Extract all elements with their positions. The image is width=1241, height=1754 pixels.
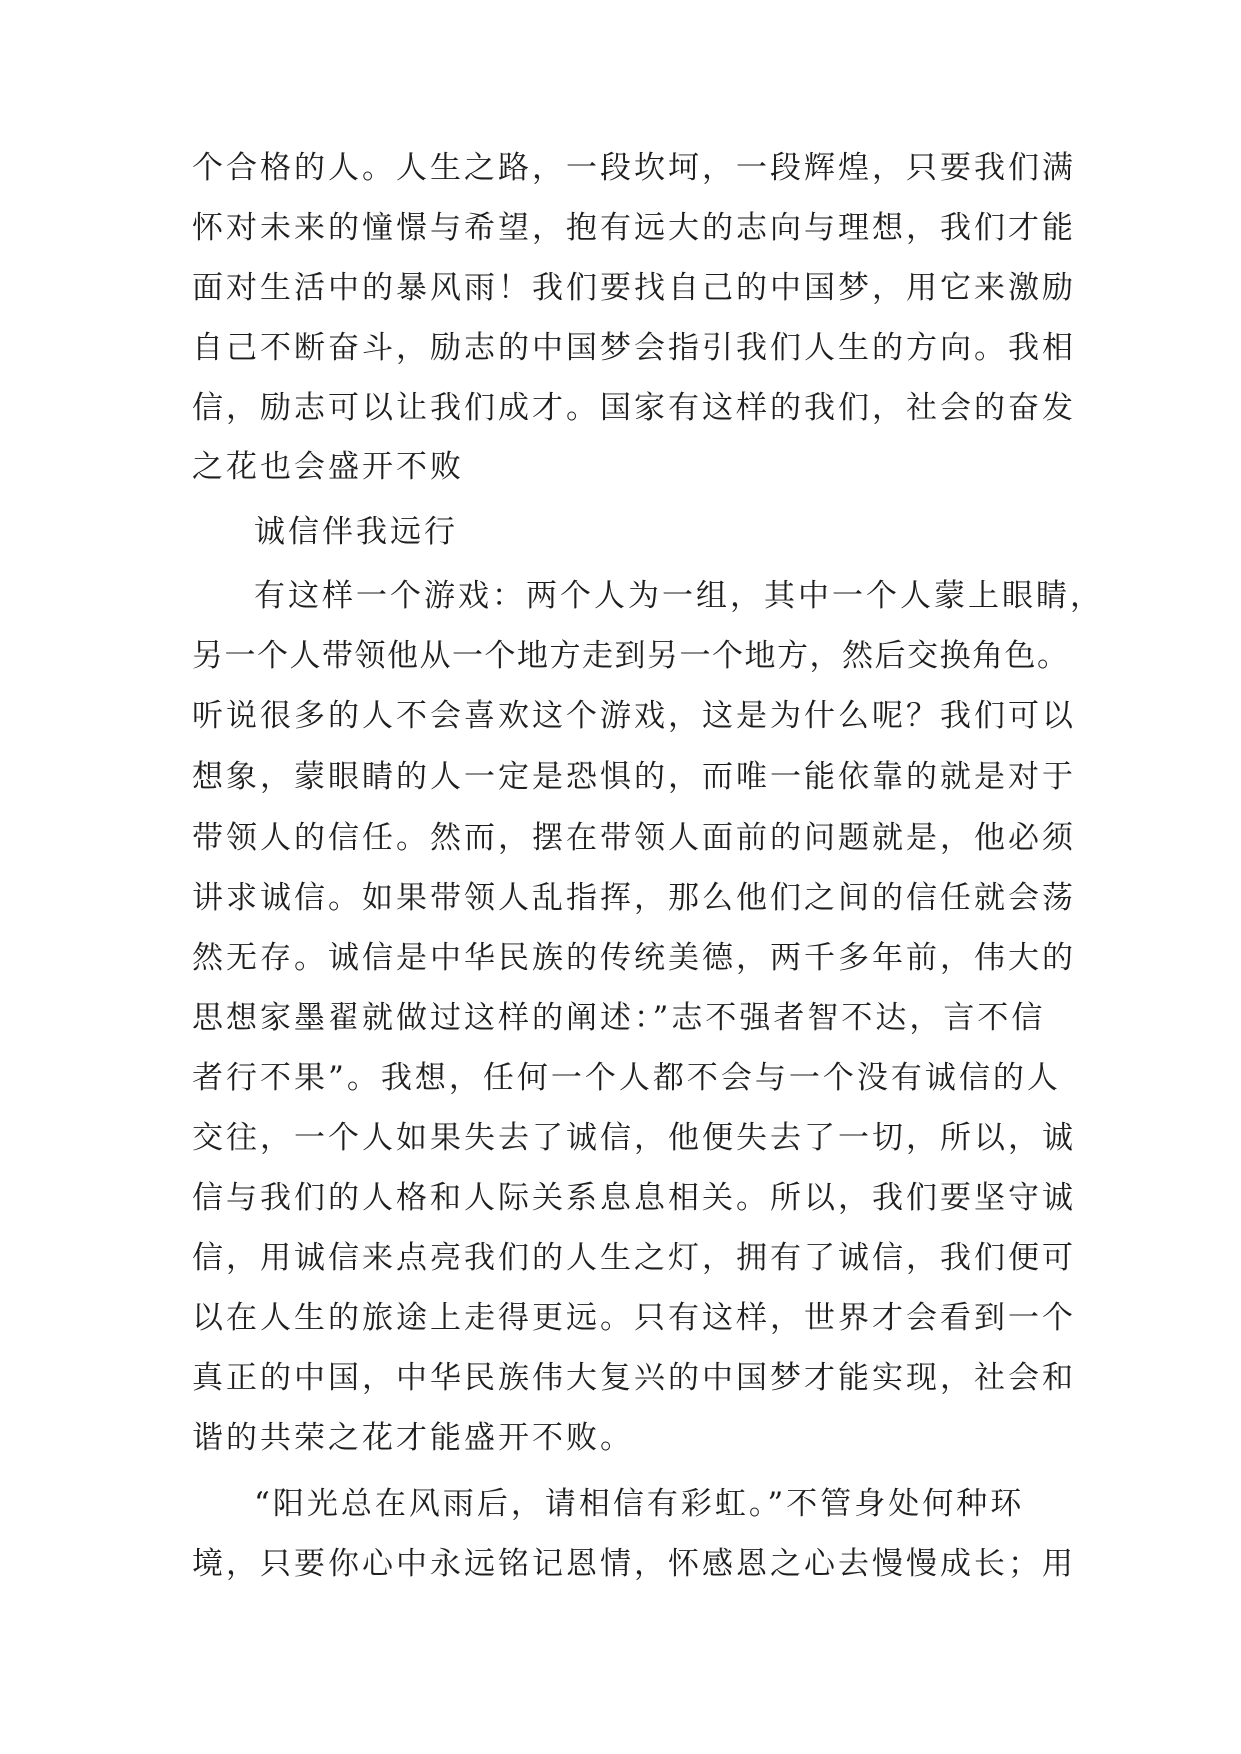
paragraph-line: 有这样一个游戏：两个人为一组，其中一个人蒙上眼睛，	[254, 578, 1104, 614]
paragraph-line: 思想家墨翟就做过这样的阐述：”志不强者智不达，言不信	[192, 1000, 1046, 1036]
document-body	[192, 0, 1104, 1754]
paragraph-line: 之花也会盛开不败	[192, 449, 464, 485]
paragraph-line: 信与我们的人格和人际关系息息相关。所以，我们要坚守诚	[192, 1180, 1076, 1216]
paragraph-line: 谐的共荣之花才能盛开不败。	[192, 1420, 634, 1456]
paragraph-line: 另一个人带领他从一个地方走到另一个地方，然后交换角色。	[192, 638, 1070, 674]
paragraph-line: 带领人的信任。然而，摆在带领人面前的问题就是，他必须	[192, 820, 1076, 856]
paragraph-line: 个合格的人。人生之路，一段坎坷，一段辉煌，只要我们满	[192, 150, 1076, 186]
paragraph-line: 怀对未来的憧憬与希望，抱有远大的志向与理想，我们才能	[192, 210, 1076, 246]
paragraph-line: 交往，一个人如果失去了诚信，他便失去了一切，所以，诚	[192, 1120, 1076, 1156]
paragraph-line: 听说很多的人不会喜欢这个游戏，这是为什么呢？我们可以	[192, 698, 1076, 734]
section-title: 诚信伴我远行	[254, 514, 458, 550]
paragraph-line: 者行不果”。我想，任何一个人都不会与一个没有诚信的人	[192, 1060, 1061, 1096]
paragraph-line: 以在人生的旅途上走得更远。只有这样，世界才会看到一个	[192, 1300, 1076, 1336]
paragraph-line: 信，用诚信来点亮我们的人生之灯，拥有了诚信，我们便可	[192, 1240, 1076, 1276]
paragraph-line: 境，只要你心中永远铭记恩情，怀感恩之心去慢慢成长；用	[192, 1546, 1076, 1582]
paragraph-line: 想象，蒙眼睛的人一定是恐惧的，而唯一能依靠的就是对于	[192, 759, 1076, 795]
paragraph-line: 自己不断奋斗，励志的中国梦会指引我们人生的方向。我相	[192, 330, 1076, 366]
paragraph-line: 然无存。诚信是中华民族的传统美德，两千多年前，伟大的	[192, 940, 1076, 976]
paragraph-line: 面对生活中的暴风雨！我们要找自己的中国梦，用它来激励	[192, 270, 1076, 306]
paragraph-line: 信，励志可以让我们成才。国家有这样的我们，社会的奋发	[192, 390, 1076, 426]
paragraph-line: “阳光总在风雨后，请相信有彩虹。”不管身处何种环	[254, 1486, 1025, 1522]
paragraph-line: 真正的中国，中华民族伟大复兴的中国梦才能实现，社会和	[192, 1360, 1076, 1396]
paragraph-line: 讲求诚信。如果带领人乱指挥，那么他们之间的信任就会荡	[192, 880, 1076, 916]
